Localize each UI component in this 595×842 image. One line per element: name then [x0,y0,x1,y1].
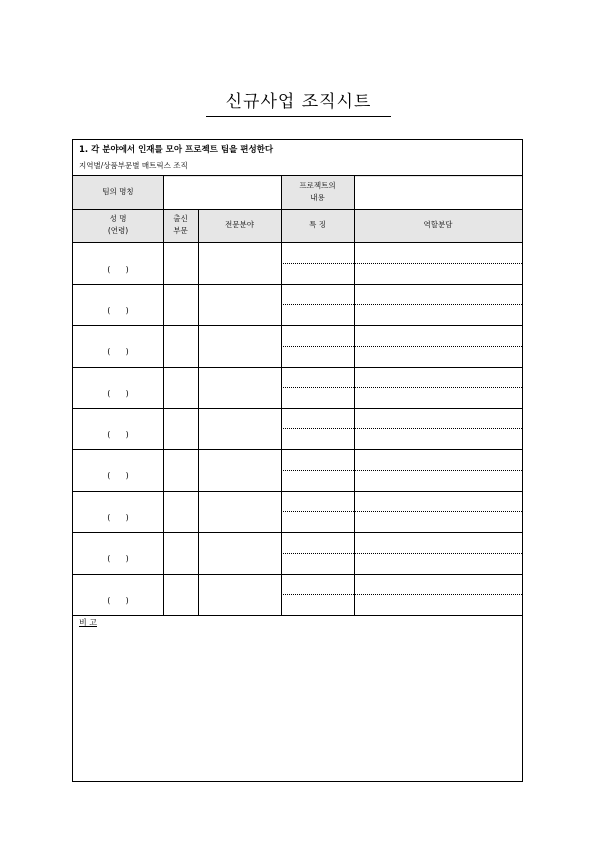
team-name-label: 팀의 명칭 [102,187,134,196]
dotted-divider [281,594,522,595]
dotted-divider [281,553,522,554]
col-origin-line1: 출신 [173,214,188,223]
table-row[interactable] [73,325,522,367]
divider [163,176,164,209]
table-row[interactable] [73,491,522,532]
col-name-line1: 성 명 [109,214,127,223]
divider [73,209,522,210]
age-placeholder: ( ) [107,596,129,605]
note-area[interactable] [73,616,522,781]
organization-sheet [72,139,523,782]
dotted-divider [281,387,522,388]
project-label-line1: 프로젝트의 [299,181,336,190]
dotted-divider [281,470,522,471]
dotted-divider [281,428,522,429]
age-placeholder: ( ) [107,554,129,563]
col-expertise: 전문분야 [225,220,254,229]
col-feature: 특 징 [309,220,326,229]
table-row[interactable] [73,284,522,325]
team-name-value-cell[interactable] [164,177,281,209]
project-content-value-cell[interactable] [355,177,522,209]
table-row[interactable] [73,243,522,284]
note-label: 비 고 [79,618,97,627]
table-row[interactable] [73,574,522,615]
table-row[interactable] [73,449,522,491]
age-placeholder: ( ) [107,347,129,356]
table-row[interactable] [73,532,522,574]
age-placeholder: ( ) [107,513,129,522]
section-subheading: 지역별/상품부문별 매트릭스 조직 [79,161,188,170]
col-role: 역할분담 [423,220,453,229]
dotted-divider [281,346,522,347]
dotted-divider [281,511,522,512]
dotted-divider [281,304,522,305]
dotted-divider [281,263,522,264]
age-placeholder: ( ) [107,389,129,398]
age-placeholder: ( ) [107,471,129,480]
age-placeholder: ( ) [107,306,129,315]
divider [354,176,355,209]
table-row[interactable] [73,408,522,449]
table-row[interactable] [73,367,522,408]
age-placeholder: ( ) [107,265,129,274]
page-title: 신규사업 조직시트 [206,88,391,117]
col-origin-line2: 부문 [173,226,188,235]
age-placeholder: ( ) [107,430,129,439]
divider [73,175,522,176]
project-label-line2: 내용 [310,193,325,202]
section-heading: 1. 각 분야에서 인재를 모아 프로젝트 팀을 편성한다 [79,145,274,155]
col-name-line2: (연령) [107,226,129,235]
